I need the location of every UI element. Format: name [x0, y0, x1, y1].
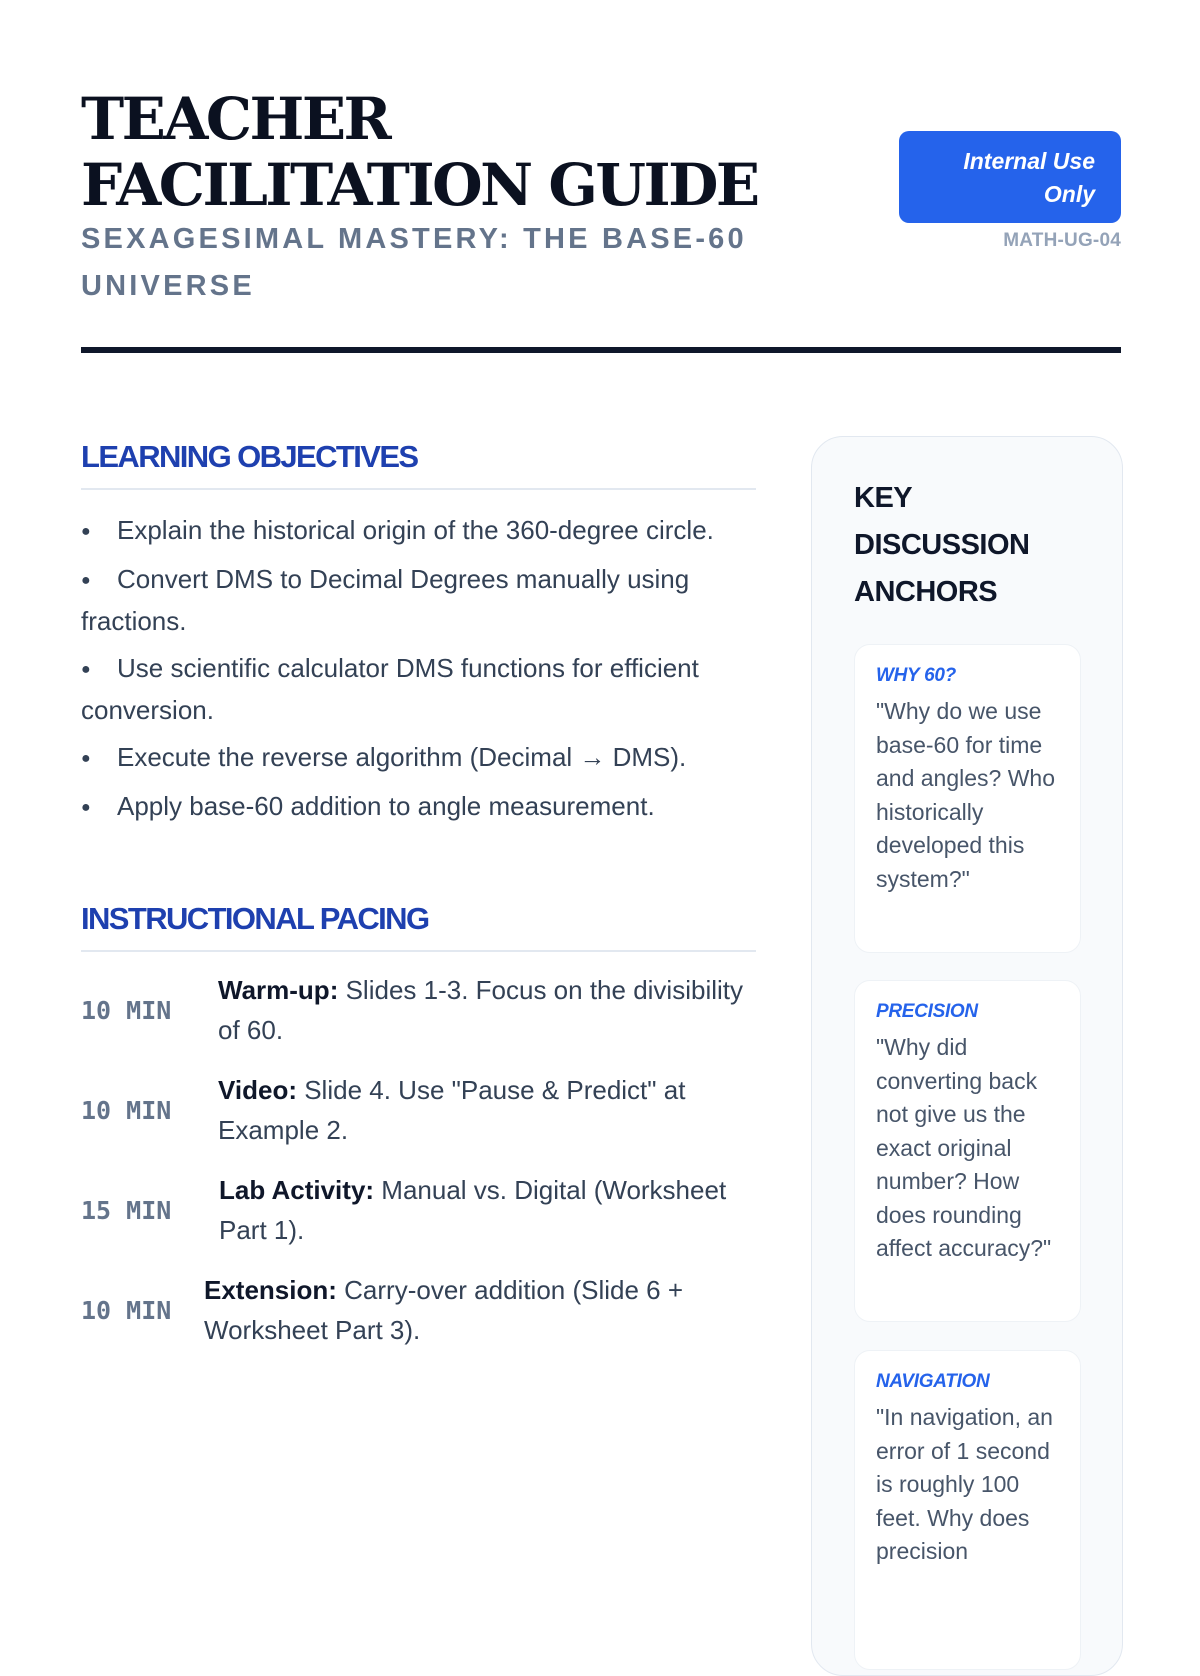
bullet-icon: ● — [81, 661, 91, 678]
pacing-detail: Slides 1-3. Focus on the divisibility of 60. — [218, 975, 743, 1045]
list-item — [81, 559, 761, 641]
pacing-activity-label: Warm-up: — [218, 975, 339, 1005]
page-title: TEACHER FACILITATION GUIDE — [81, 85, 758, 219]
pacing-duration: 10 MIN — [81, 1295, 172, 1325]
card-quote: "Why do we use base-60 for time and angles? Who historically developed this system?" — [876, 698, 1056, 892]
list-item — [81, 648, 761, 730]
objective-text: Execute the reverse algorithm (Decimal → DMS). — [117, 742, 687, 772]
list-item — [81, 786, 761, 828]
bullet-icon: ● — [81, 750, 91, 767]
pacing-description — [219, 1170, 761, 1250]
header-divider — [81, 347, 1121, 353]
card-quote: "Why did converting back not give us the exact original number? How does rounding affect accuracy?" — [876, 1034, 1052, 1261]
discussion-card — [854, 1350, 1081, 1670]
sidebar-title: KEY DISCUSSION ANCHORS — [854, 482, 1030, 608]
pacing-description — [204, 1270, 761, 1350]
pacing-row — [81, 970, 761, 1050]
card-label: WHY 60? — [876, 665, 956, 686]
pacing-duration: 10 MIN — [81, 1095, 172, 1125]
instructional-pacing-heading: INSTRUCTIONAL PACING — [81, 900, 756, 952]
pacing-description — [218, 1070, 761, 1150]
pacing-row — [81, 1170, 761, 1250]
list-item — [81, 510, 761, 552]
internal-use-badge: Internal Use Only — [899, 131, 1121, 223]
bullet-icon: ● — [81, 572, 91, 589]
bullet-icon: ● — [81, 523, 91, 540]
bullet-icon: ● — [81, 799, 91, 816]
objective-text: Convert DMS to Decimal Degrees manually using fractions. — [81, 564, 690, 636]
discussion-card — [854, 980, 1081, 1322]
pacing-detail: Slide 4. Use "Pause & Predict" at Example 2. — [218, 1075, 686, 1145]
pacing-activity-label: Lab Activity: — [219, 1175, 375, 1205]
pacing-description — [218, 970, 761, 1050]
objective-text: Apply base-60 addition to angle measurement. — [117, 791, 655, 821]
objective-text: Explain the historical origin of the 360-degree circle. — [117, 515, 714, 545]
learning-objectives-heading: LEARNING OBJECTIVES — [81, 438, 756, 490]
pacing-detail: Manual vs. Digital (Worksheet Part 1). — [219, 1175, 727, 1245]
pacing-activity-label: Video: — [218, 1075, 297, 1105]
pacing-row — [81, 1070, 761, 1150]
pacing-detail: Carry-over addition (Slide 6 + Worksheet Part 3). — [204, 1275, 684, 1345]
list-item — [81, 737, 761, 779]
card-quote: "In navigation, an error of 1 second is roughly 100 feet. Why does precision — [876, 1404, 1053, 1564]
pacing-duration: 10 MIN — [81, 995, 172, 1025]
card-label: PRECISION — [876, 1001, 978, 1022]
learning-objectives-list — [81, 510, 761, 835]
pacing-duration: 15 MIN — [81, 1195, 172, 1225]
pacing-activity-label: Extension: — [204, 1275, 337, 1305]
objective-text: Use scientific calculator DMS functions for efficient conversion. — [81, 653, 699, 725]
document-code: MATH-UG-04 — [1003, 230, 1121, 251]
page-subtitle: SEXAGESIMAL MASTERY: THE BASE-60 UNIVERSE — [81, 223, 747, 302]
discussion-card — [854, 644, 1081, 953]
card-label: NAVIGATION — [876, 1371, 990, 1392]
pacing-row — [81, 1270, 761, 1350]
